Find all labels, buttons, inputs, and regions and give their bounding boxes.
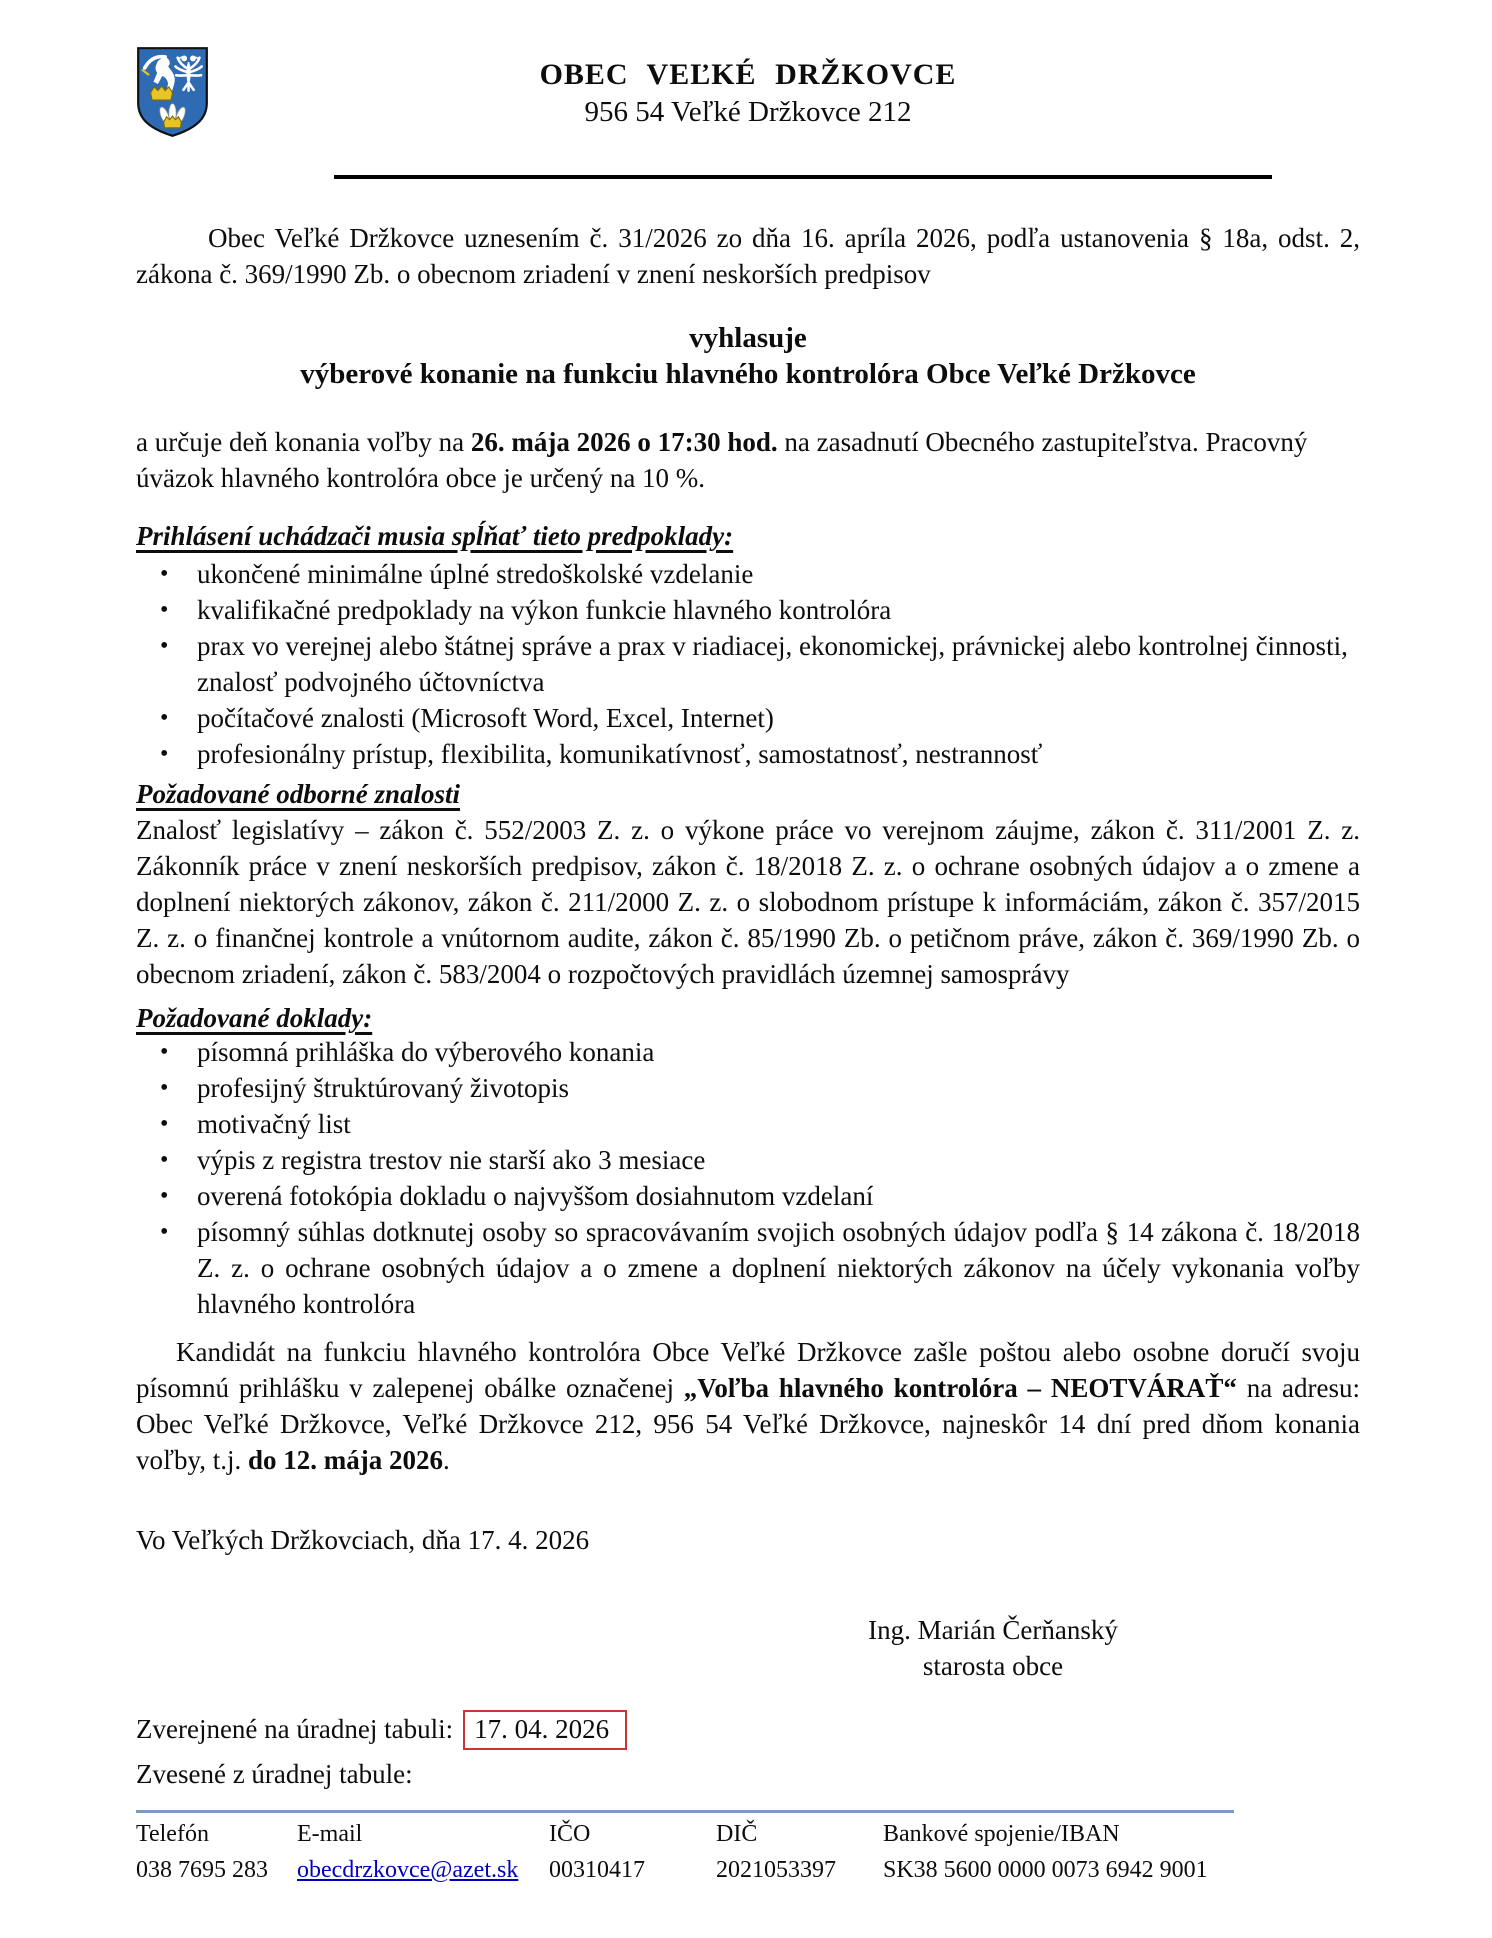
announce-word: vyhlasuje [689, 322, 807, 354]
org-address: 956 54 Veľké Držkovce 212 [584, 96, 912, 128]
list-item [136, 1106, 1360, 1142]
knowledge-paragraph: Znalosť legislatívy – zákon č. 552/2003 Z. z. o výkone práce vo verejnom záujme, zákon č. 311/2001 Z. z. Zákonník práce v znení neskorších predpisov, zákon č. 18/2018 Z. z. o ochrane osobných údajov a o zmene a doplnení niektorých zákonov, zákon č. 211/2000 Z. z. o slobodnom prístupe k informáciám, zákon č. 357/2015 Z. z. o finančnej kontrole a vnútornom audite, zákon č. 85/1990 Zb. o petičnom práve, zákon č. 369/1990 Zb. o obecnom zriadení, zákon č. 583/2004 o rozpočtových pravidlách územnej samosprávy [136, 815, 1360, 989]
list-item [136, 1070, 1360, 1106]
requirements-heading: Prihlásení uchádzači musia spĺňať tieto predpoklady: [136, 521, 734, 551]
signer-title: starosta obce [922, 1651, 1064, 1681]
footer-col-email [297, 1821, 549, 1884]
announce-title: výberové konanie na funkciu hlavného kontrolóra Obce Veľké Držkovce [300, 358, 1196, 390]
published-date: 17. 04. 2026 [474, 1714, 610, 1744]
announcement-block [136, 320, 1360, 392]
list-item [136, 556, 1360, 592]
bullet-icon: • [160, 741, 169, 767]
iban-value: SK38 5600 0000 0073 6942 9001 [883, 1857, 1208, 1883]
list-item [136, 1142, 1360, 1178]
signer-name: Ing. Marián Čerňanský [868, 1615, 1118, 1645]
email-link[interactable]: obecdrzkovce@azet.sk [297, 1857, 519, 1883]
list-item [136, 628, 1360, 700]
phone-value: 038 7695 283 [136, 1857, 268, 1883]
footer-col-ico [549, 1821, 716, 1884]
submission-post: . [442, 1445, 450, 1475]
published-label: Zverejnené na úradnej tabuli: [136, 1714, 454, 1744]
letterhead [136, 56, 1360, 130]
publication-block [136, 1710, 1360, 1792]
envelope-label-bold: „Voľba hlavného kontrolóra – NEOTVÁRAŤ“ [683, 1373, 1237, 1403]
removed-label: Zvesené z úradnej tabule: [136, 1759, 413, 1789]
p2-post: na zasadnutí Obecného zastupiteľstva. Pracovný úväzok hlavného kontrolóra obce je určený na 10 %. [136, 427, 1308, 493]
submission-mid: na adresu: Obec Veľké Držkovce, Veľké Držkovce 212, 956 54 Veľké Držkovce, najneskôr 14 dní pred dňom konania voľby, t.j. [136, 1373, 1360, 1475]
published-date-box [463, 1710, 627, 1750]
header-rule [334, 175, 1272, 179]
signature-block [828, 1612, 1158, 1684]
documents-list [136, 1034, 1360, 1322]
list-item [136, 592, 1360, 628]
list-item [136, 1034, 1360, 1070]
list-item-text: motivačný list [197, 1109, 351, 1139]
election-date-paragraph [136, 424, 1360, 496]
list-item-text: profesionálny prístup, flexibilita, komunikatívnosť, samostatnosť, nestrannosť [197, 739, 1043, 769]
list-item-text: písomný súhlas dotknutej osoby so spracovávaním svojich osobných údajov podľa § 14 zákona č. 18/2018 Z. z. o ochrane osobných údajov a o zmene a doplnení niektorých zákonov na účely vykonania voľby hlavného kontrolóra [197, 1217, 1360, 1319]
list-item-text: počítačové znalosti (Microsoft Word, Excel, Internet) [197, 703, 774, 733]
footer-rule [136, 1810, 1234, 1813]
ico-value: 00310417 [549, 1857, 645, 1883]
requirements-list [136, 556, 1360, 772]
bullet-icon: • [160, 1147, 169, 1173]
list-item-text: výpis z registra trestov nie starší ako 3 mesiace [197, 1145, 706, 1175]
footer-col-phone [136, 1821, 297, 1884]
place-and-date: Vo Veľkých Držkovciach, dňa 17. 4. 2026 [136, 1525, 590, 1555]
email-label: E-mail [297, 1821, 363, 1847]
bullet-icon: • [160, 1219, 169, 1245]
list-item [136, 1214, 1360, 1322]
footer-col-iban [883, 1821, 1253, 1884]
phone-label: Telefón [136, 1821, 209, 1847]
list-item-text: písomná prihláška do výberového konania [197, 1037, 655, 1067]
list-item [136, 1178, 1360, 1214]
knowledge-heading: Požadované odborné znalosti [136, 779, 461, 809]
list-item-text: prax vo verejnej alebo štátnej správe a prax v riadiacej, ekonomickej, právnickej alebo kontrolnej činnosti, znalosť podvojného účtovníctva [197, 631, 1348, 697]
list-item-text: overená fotokópia dokladu o najvyššom dosiahnutom vzdelaní [197, 1181, 874, 1211]
list-item-text: ukončené minimálne úplné stredoškolské vzdelanie [197, 559, 754, 589]
intro-paragraph: Obec Veľké Držkovce uznesením č. 31/2026 zo dňa 16. apríla 2026, podľa ustanovenia § 18a, odst. 2, zákona č. 369/1990 Zb. o obecnom zriadení v znení neskorších predpisov [136, 223, 1360, 289]
p2-date-bold: 26. mája 2026 o 17:30 hod. [470, 427, 778, 457]
list-item-text: profesijný štruktúrovaný životopis [197, 1073, 569, 1103]
list-item-text: kvalifikačné predpoklady na výkon funkcie hlavného kontrolóra [197, 595, 892, 625]
deadline-bold: do 12. mája 2026 [247, 1445, 443, 1475]
submission-pre: Kandidát na funkciu hlavného kontrolóra Obce Veľké Držkovce zašle poštou alebo osobne doručí svoju písomnú prihlášku v zalepenej obálke označenej [136, 1337, 1360, 1403]
bullet-icon: • [160, 1111, 169, 1137]
footer-contact-row [136, 1821, 1396, 1884]
bullet-icon: • [160, 561, 169, 587]
list-item [136, 736, 1360, 772]
bullet-icon: • [160, 597, 169, 623]
p2-pre: a určuje deň konania voľby na [136, 427, 471, 457]
submission-paragraph [136, 1334, 1360, 1478]
dic-value: 2021053397 [716, 1857, 836, 1883]
dic-label: DIČ [716, 1821, 758, 1847]
published-row [136, 1710, 1360, 1756]
documents-heading: Požadované doklady: [136, 1003, 373, 1033]
bullet-icon: • [160, 1075, 169, 1101]
org-name: OBEC VEĽKÉ DRŽKOVCE [539, 58, 957, 91]
bullet-icon: • [160, 633, 169, 659]
bullet-icon: • [160, 1039, 169, 1065]
bullet-icon: • [160, 1183, 169, 1209]
list-item [136, 700, 1360, 736]
ico-label: IČO [549, 1821, 591, 1847]
bullet-icon: • [160, 705, 169, 731]
footer-col-dic [716, 1821, 883, 1884]
iban-label: Bankové spojenie/IBAN [883, 1821, 1120, 1847]
